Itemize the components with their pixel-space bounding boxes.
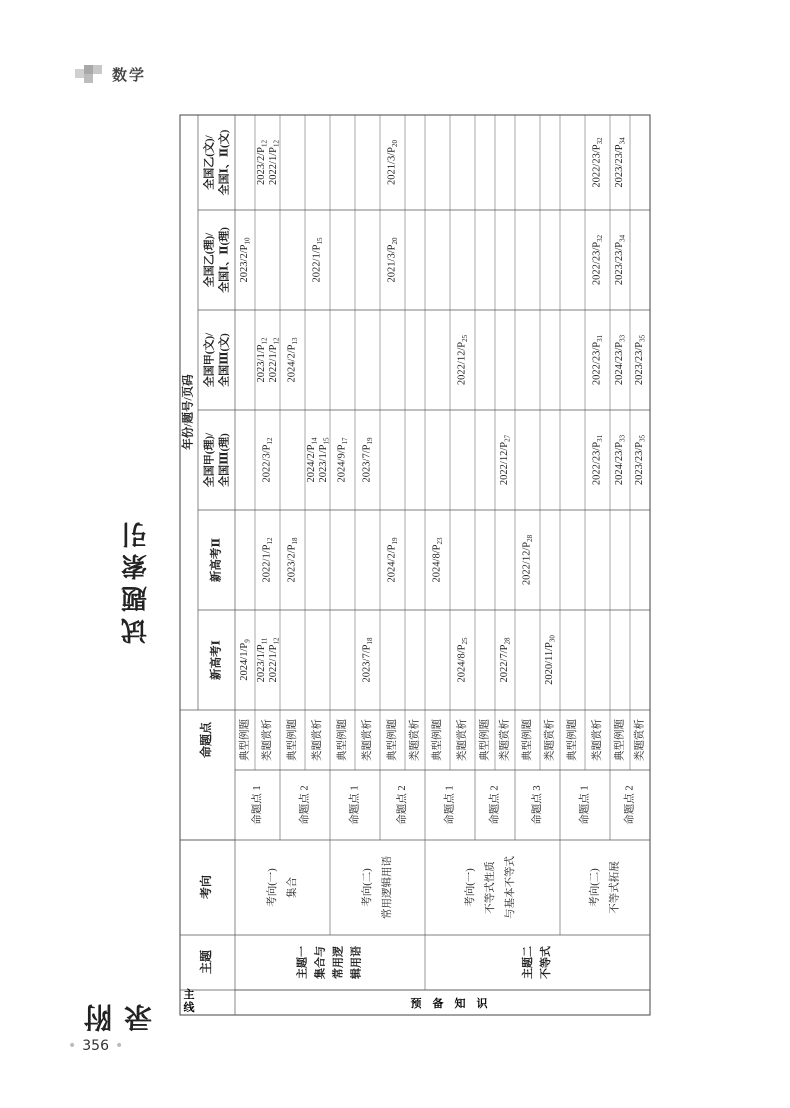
- header-exam-0: 新高考Ⅰ: [210, 640, 223, 680]
- cell-1-5-1: $2022/1/P_{12}$: [268, 140, 281, 185]
- point-label-1: 命题点 2: [299, 785, 311, 825]
- row-type-9: 类题赏析: [456, 719, 468, 761]
- cell-16-3: $2024/23/P_{33}$: [614, 334, 627, 386]
- header-exam-2-a: 全国甲(理)/: [203, 432, 216, 488]
- cell-0-4: $2023/2/P_{10}$: [239, 237, 252, 283]
- row-type-11: 类题赏析: [499, 719, 511, 761]
- header-exam-5-b: 全国Ⅰ、Ⅱ(文): [218, 129, 231, 196]
- cell-6-5: $2021/3/P_{20}$: [386, 140, 399, 185]
- direction-2-c: 与基本不等式: [504, 856, 516, 919]
- theme-1-1: 不等式: [540, 946, 553, 979]
- cell-6-1: $2024/2/P_{19}$: [386, 537, 399, 583]
- cell-1-5-0: $2023/2/P_{12}$: [256, 140, 269, 185]
- theme-0-0: 主题一: [296, 946, 309, 979]
- point-label-8: 命题点 2: [624, 785, 636, 825]
- main-line-char-0: 预: [410, 998, 422, 1010]
- header-points: 命题点: [198, 721, 213, 759]
- cell-1-0-1: $2022/1/P_{12}$: [268, 637, 281, 683]
- cell-15-4: $2022/23/P_{32}$: [591, 234, 604, 286]
- direction-1-b: 常用逻辑用语: [381, 856, 393, 919]
- cell-3-4: $2022/1/P_{15}$: [311, 237, 324, 283]
- cell-11-2: $2022/12/P_{27}$: [499, 434, 512, 486]
- main-line-char-2: 知: [454, 998, 466, 1010]
- cell-16-5: $2023/23/P_{34}$: [614, 137, 627, 188]
- header-exam-3-a: 全国甲(文)/: [203, 332, 216, 388]
- cell-1-1: $2022/1/P_{12}$: [261, 537, 274, 583]
- row-type-12: 典型例题: [521, 719, 533, 761]
- cell-1-3-1: $2022/1/P_{12}$: [268, 337, 281, 383]
- point-label-5: 命题点 2: [489, 785, 501, 825]
- cell-3-2-0: $2024/2/P_{14}$: [306, 437, 319, 483]
- cell-5-0: $2023/7/P_{18}$: [361, 637, 374, 683]
- direction-2-b: 不等式性质: [484, 861, 496, 914]
- cell-12-1: $2022/12/P_{28}$: [521, 534, 534, 586]
- row-type-8: 典型例题: [431, 719, 443, 761]
- page-number: 356: [82, 1038, 109, 1054]
- direction-2-a: 考向(一): [464, 868, 476, 907]
- subject-label: 数学: [112, 66, 147, 84]
- row-type-16: 典型例题: [614, 719, 626, 761]
- page-number-area: • 356 •: [68, 1038, 124, 1054]
- header-exam-1: 新高考Ⅱ: [210, 537, 223, 583]
- point-label-6: 命题点 3: [531, 785, 543, 825]
- cell-15-5: $2022/23/P_{32}$: [591, 137, 604, 188]
- row-type-17: 类题赏析: [634, 719, 646, 761]
- main-line-char-1: 备: [432, 998, 444, 1010]
- cell-2-1: $2023/2/P_{18}$: [286, 537, 299, 583]
- row-type-5: 类题赏析: [361, 719, 373, 761]
- header-main-1: 主: [183, 989, 195, 1001]
- cell-5-2: $2023/7/P_{19}$: [361, 437, 374, 483]
- theme-0-2: 常用逻: [332, 946, 345, 979]
- cell-4-2: $2024/9/P_{17}$: [336, 437, 349, 483]
- row-type-14: 典型例题: [566, 719, 578, 761]
- point-label-3: 命题点 2: [396, 785, 408, 825]
- theme-1-0: 主题二: [522, 946, 535, 979]
- cell-16-2: $2024/23/P_{33}$: [614, 434, 627, 486]
- cell-13-0: $2020/11/P_{30}$: [544, 635, 557, 685]
- row-type-4: 典型例题: [336, 719, 348, 761]
- row-type-3: 类题赏析: [311, 719, 323, 761]
- cell-16-4: $2023/23/P_{34}$: [614, 234, 627, 286]
- direction-3-a: 考向(二): [589, 868, 601, 907]
- row-type-7: 类题赏析: [409, 719, 421, 761]
- direction-0-b: 集合: [286, 877, 298, 898]
- cell-3-2-1: $2023/1/P_{15}$: [318, 437, 331, 483]
- table-frame: [180, 115, 650, 1015]
- row-type-15: 类题赏析: [591, 719, 603, 761]
- cell-11-0: $2022/7/P_{28}$: [499, 637, 512, 683]
- header-exam-4-b: 全国Ⅰ、Ⅱ(理): [218, 227, 231, 293]
- row-type-1: 类题赏析: [261, 719, 273, 761]
- cell-8-1: $2024/8/P_{23}$: [431, 537, 444, 583]
- header-main-2: 线: [183, 1002, 195, 1014]
- theme-0-1: 集合与: [314, 946, 327, 979]
- row-type-13: 类题赏析: [544, 719, 556, 761]
- header-exam-3-b: 全国Ⅲ(文): [218, 333, 231, 387]
- cell-9-0: $2024/8/P_{25}$: [456, 637, 469, 683]
- theme-0-3: 辑用语: [350, 946, 363, 979]
- appendix-label: 附录: [83, 1000, 156, 1032]
- header-exam-2-b: 全国Ⅲ(理): [218, 433, 231, 487]
- cell-9-3: $2022/12/P_{25}$: [456, 334, 469, 386]
- cell-15-2: $2022/23/P_{31}$: [591, 434, 604, 486]
- main-line-char-3: 识: [476, 998, 488, 1010]
- point-label-0: 命题点 1: [251, 785, 263, 825]
- row-type-2: 典型例题: [286, 719, 298, 761]
- cell-1-3-0: $2023/1/P_{12}$: [256, 337, 269, 383]
- header-theme: 主题: [198, 949, 213, 975]
- page-title: 试题索引: [121, 516, 152, 644]
- point-label-7: 命题点 1: [579, 785, 591, 825]
- header-exam-5-a: 全国乙(文)/: [203, 135, 216, 190]
- cell-0-0: $2024/1/P_9$: [239, 639, 252, 681]
- row-type-6: 典型例题: [386, 719, 398, 761]
- cell-17-2: $2023/23/P_{35}$: [634, 434, 647, 486]
- point-label-4: 命题点 1: [444, 785, 456, 825]
- direction-0-a: 考向(一): [266, 868, 278, 907]
- cell-6-4: $2021/3/P_{20}$: [386, 237, 399, 283]
- cell-2-3: $2024/2/P_{13}$: [286, 337, 299, 383]
- row-type-0: 典型例题: [239, 719, 251, 761]
- direction-1-a: 考向(二): [361, 868, 373, 907]
- cell-1-2: $2022/3/P_{12}$: [261, 437, 274, 483]
- cell-1-0-0: $2023/1/P_{11}$: [256, 637, 269, 683]
- header-direction: 考向: [198, 874, 213, 900]
- cell-15-3: $2022/23/P_{31}$: [591, 334, 604, 386]
- cell-17-3: $2023/23/P_{35}$: [634, 334, 647, 386]
- point-label-2: 命题点 1: [349, 785, 361, 825]
- header-years-group: 年份/题号/页码: [182, 374, 195, 450]
- row-type-10: 典型例题: [479, 719, 491, 761]
- header-exam-4-a: 全国乙(理)/: [203, 232, 216, 288]
- direction-3-b: 不等式拓展: [609, 861, 621, 914]
